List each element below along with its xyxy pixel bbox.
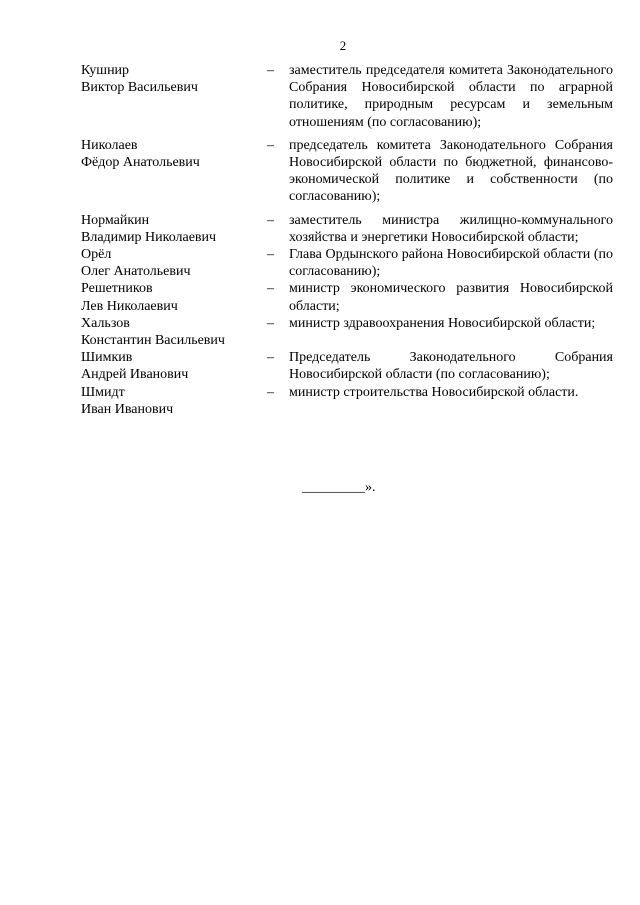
closing-mark: _________». [302,480,376,495]
member-position: председатель комитета Законодательного Собрания Новосибирской области по бюджетной, финансово-экономической политике и собственности (по согласованию); [289,137,613,205]
member-given-name: Виктор Васильевич [81,80,198,96]
member-position: министр строительства Новосибирской области. [289,384,579,400]
member-given-name: Фёдор Анатольевич [81,155,200,171]
dash: – [267,137,274,153]
member-row [81,349,613,383]
member-surname: Кушнир [81,63,130,78]
page-number: 2 [339,38,347,53]
member-row [81,246,613,280]
dash: – [267,63,274,78]
member-surname: Нормайкин [81,212,150,228]
member-surname: Шимкив [81,350,133,366]
member-name [81,315,267,349]
member-name [81,349,267,383]
member-given-name: Андрей Иванович [81,367,189,383]
member-name [81,137,267,171]
member-name [81,62,267,96]
member-row [81,62,613,131]
member-surname: Хальзов [81,315,130,331]
member-row [81,137,613,206]
member-given-name: Владимир Николаевич [81,229,217,245]
member-position: Глава Ордынского района Новосибирской области (по согласованию); [289,247,613,280]
member-given-name: Иван Иванович [81,401,174,417]
dash: – [267,247,274,263]
member-name [81,384,267,418]
member-name [81,246,267,280]
member-row [81,384,613,418]
member-given-name: Константин Васильевич [81,333,225,349]
dash: – [267,315,274,331]
member-surname: Орёл [81,247,112,263]
member-position: министр здравоохранения Новосибирской области; [289,315,596,331]
member-row [81,280,613,314]
member-given-name: Олег Анатольевич [81,264,191,280]
member-row [81,212,613,246]
dash: – [267,212,274,228]
member-name [81,212,267,246]
member-row [81,315,613,349]
dash: – [267,350,274,366]
member-surname: Николаев [81,137,138,153]
dash: – [267,384,274,400]
dash: – [267,281,274,297]
member-surname: Шмидт [81,384,125,400]
member-given-name: Лев Николаевич [81,298,178,314]
member-position: заместитель председателя комитета Законодательного Собрания Новосибирской области по аграрной политике, природным ресурсам и земельным отношениям (по согласованию); [289,63,613,130]
member-list [81,62,613,418]
member-name [81,280,267,314]
member-position: Председатель Законодательного Собрания Новосибирской области (по согласованию); [289,350,613,383]
member-surname: Решетников [81,281,153,297]
member-position: министр экономического развития Новосибирской области; [289,281,613,314]
member-position: заместитель министра жилищно-коммунального хозяйства и энергетики Новосибирской области; [289,212,613,245]
